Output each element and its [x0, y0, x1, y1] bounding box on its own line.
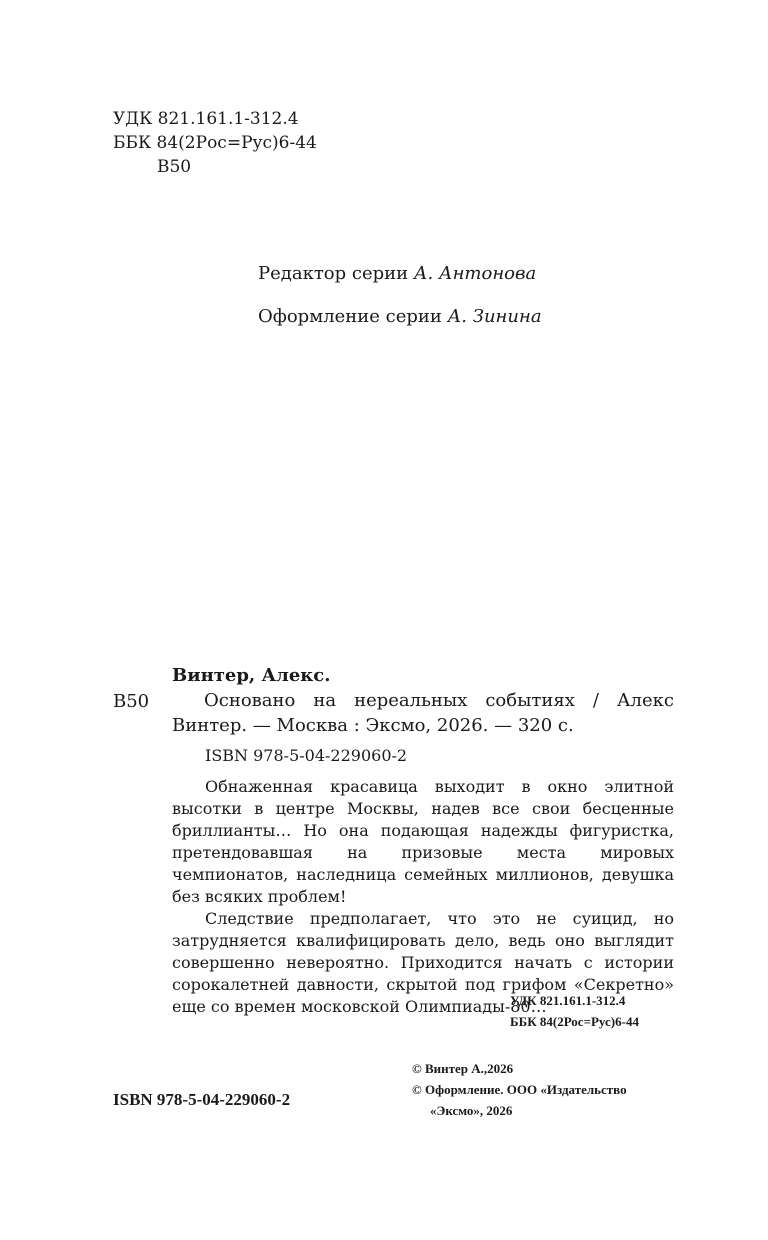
copyright-design: © Оформление. ООО «Издательство: [412, 1082, 627, 1097]
bib-author-mark: В50: [113, 691, 150, 712]
series-editor-name: А. Антонова: [413, 263, 537, 284]
classification-codes: [510, 990, 639, 1032]
bib-word: на: [313, 690, 337, 711]
copyright-author: © Винтер А.,2026: [412, 1061, 514, 1076]
series-design-role: Оформление серии: [258, 306, 442, 327]
author-heading: Винтер, Алекс.: [172, 665, 331, 686]
copyright-block: [412, 1058, 627, 1121]
annotation-paragraph: Следствие предполагает, что это не суицид, но затрудняется квалифицировать дело, ведь оно выглядит совершенно невероятно. Приходится начать с истории сорокалетней давности, скрытой под грифом «Секретно» еще со времен московской Олимпиады-80…: [172, 909, 674, 1016]
annotation: [172, 776, 674, 1018]
top-author-mark: В50: [157, 157, 192, 177]
bib-word: /: [592, 690, 599, 711]
series-design-credit: [258, 306, 542, 327]
top-udk-code: УДК 821.161.1-312.4: [113, 109, 299, 129]
top-classification-codes: [113, 107, 317, 179]
copyright-publisher: «Эксмо», 2026: [430, 1103, 513, 1118]
bib-word: нереальных: [354, 690, 468, 711]
bib-word: Основано: [204, 690, 296, 711]
bib-word: событиях: [485, 690, 575, 711]
series-design-name: А. Зинина: [447, 306, 542, 327]
bibliographic-description: [172, 688, 674, 738]
series-editor-role: Редактор серии: [258, 263, 409, 284]
series-editor-credit: [258, 263, 536, 284]
udk-code: УДК 821.161.1-312.4: [510, 993, 626, 1008]
bbk-code: ББК 84(2Рос=Рус)6-44: [510, 1014, 639, 1029]
bib-title-line: [172, 688, 674, 713]
isbn-bottom: ISBN 978-5-04-229060-2: [113, 1090, 291, 1109]
bib-word: Алекс: [616, 690, 674, 711]
bib-publication-line: Винтер. — Москва : Эксмо, 2026. — 320 с.: [172, 715, 574, 736]
annotation-paragraph: Обнаженная красавица выходит в окно элитной высотки в центре Москвы, надев все свои бесценные бриллианты… Но она подающая надежды фигуристка, претендовавшая на призовые места мировых чемпионатов, наследница семейных миллионов, девушка без всяких проблем!: [172, 777, 674, 906]
top-bbk-code: ББК 84(2Рос=Рус)6-44: [113, 133, 317, 153]
bib-isbn: ISBN 978-5-04-229060-2: [205, 746, 408, 765]
